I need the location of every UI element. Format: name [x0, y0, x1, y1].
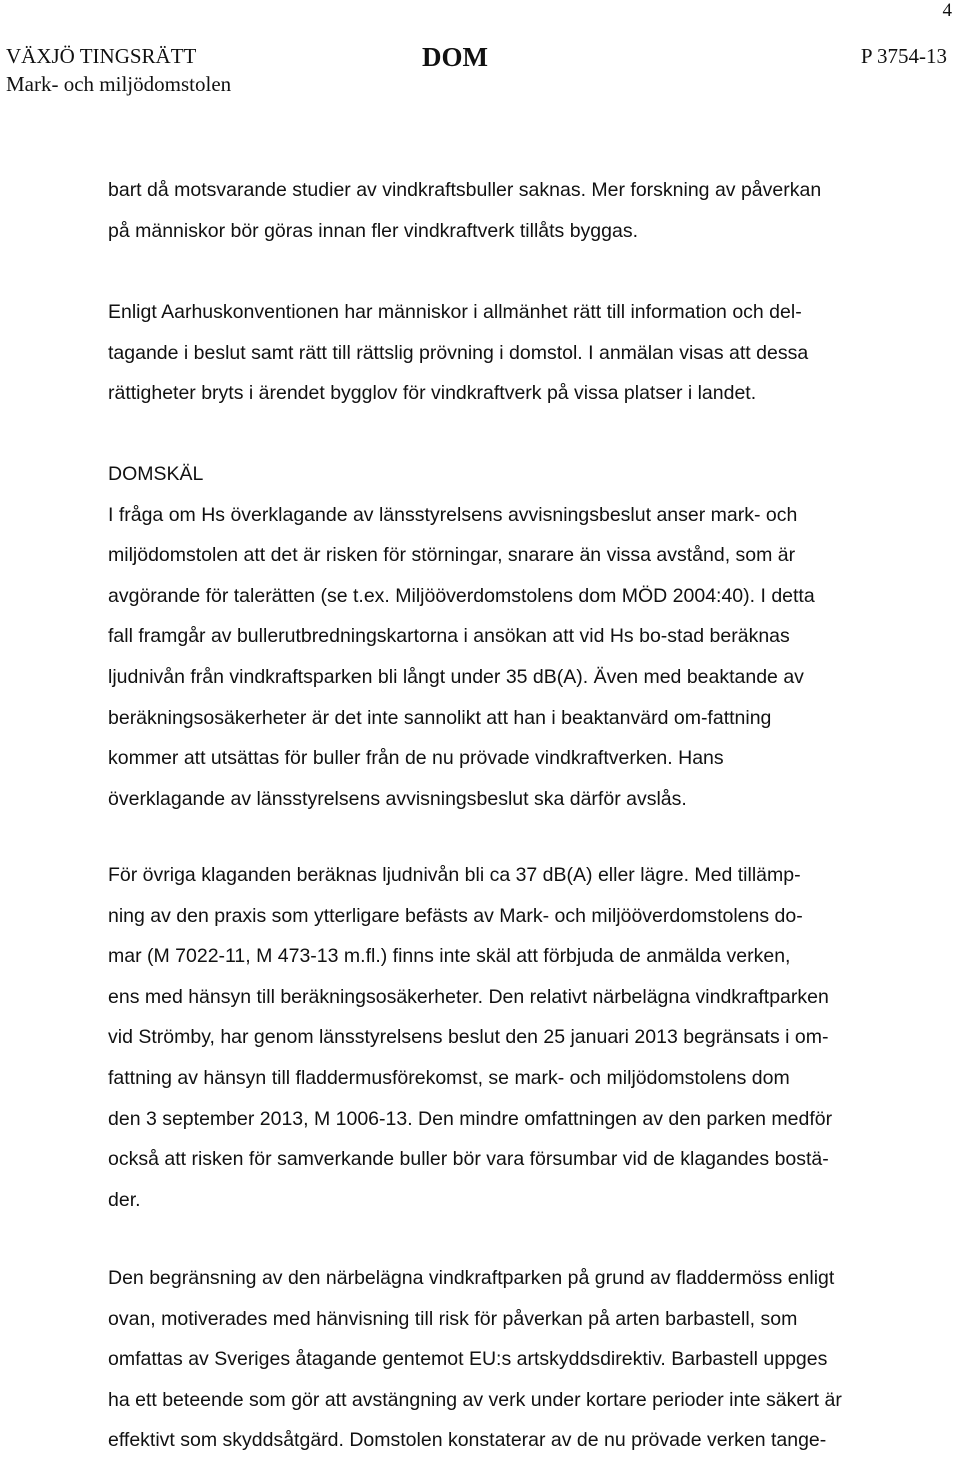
text-line: också att risken för samverkande buller bör vara försumbar vid de klagandes bostä- [108, 1148, 829, 1171]
text-line: den 3 september 2013, M 1006-13. Den mindre omfattningen av den parken medför [108, 1107, 833, 1130]
text-line: ha ett beteende som gör att avstängning av verk under kortare perioder inte säkert är [108, 1388, 842, 1411]
text-line: ovan, motiverades med hänvisning till risk för påverkan på arten barbastell, som [108, 1307, 798, 1330]
court-unit: Mark- och miljödomstolen [6, 72, 232, 96]
domskal-section [108, 454, 898, 819]
document-type: DOM [422, 42, 488, 72]
text-line: rättigheter bryts i ärendet bygglov för vindkraftverk på vissa platser i landet. [108, 382, 757, 405]
text-line: ljudnivån från vindkraftsparken bli långt under 35 dB(A). Även med beaktande av [108, 665, 804, 688]
text-line: vid Strömby, har genom länsstyrelsens beslut den 25 januari 2013 begränsats i om- [108, 1026, 829, 1049]
text-line: ens med hänsyn till beräkningsosäkerheter. Den relativt närbelägna vindkraftparken [108, 985, 829, 1008]
text-line: effektivt som skyddsåtgärd. Domstolen konstaterar av de nu prövade verken tange- [108, 1429, 827, 1452]
text-line: tagande i beslut samt rätt till rättslig prövning i domstol. I anmälan visas att dessa [108, 341, 809, 364]
paragraph-5 [108, 1258, 898, 1461]
text-line: kommer att utsättas för buller från de nu prövade vindkraftverken. Hans [108, 747, 724, 770]
text-line: Enligt Aarhuskonventionen har människor i allmänhet rätt till information och del- [108, 301, 802, 323]
section-heading: DOMSKÄL [108, 463, 204, 485]
text-line: avgörande för talerätten (se t.ex. Miljööverdomstolens dom MÖD 2004:40). I detta [108, 584, 815, 607]
text-line: bart då motsvarande studier av vindkraftsbuller saknas. Mer forskning av påverkan [108, 179, 822, 201]
text-line: I fråga om Hs överklagande av länsstyrelsens avvisningsbeslut anser mark- och [108, 503, 798, 526]
page-number: 4 [942, 0, 952, 21]
text-line: ning av den praxis som ytterligare befästs av Mark- och miljööverdomstolens do- [108, 904, 803, 927]
paragraph-4 [108, 855, 898, 1220]
text-line: mar (M 7022-11, M 473-13 m.fl.) finns inte skäl att förbjuda de anmälda verken, [108, 945, 791, 968]
text-line: omfattas av Sveriges åtagande gentemot EU:s artskyddsdirektiv. Barbastell uppges [108, 1348, 828, 1371]
text-line: överklagande av länsstyrelsens avvisningsbeslut ska därför avslås. [108, 787, 687, 810]
text-line: fattning av hänsyn till fladdermusförekomst, se mark- och miljödomstolens dom [108, 1066, 790, 1089]
text-line: der. [108, 1188, 141, 1211]
text-line: på människor bör göras innan fler vindkraftverk tillåts byggas. [108, 219, 639, 242]
text-line: beräkningsosäkerheter är det inte sannolikt att han i beaktanvärd om-fattning [108, 706, 772, 729]
text-line: fall framgår av bullerutbredningskartorna i ansökan att vid Hs bo-stad beräknas [108, 625, 790, 648]
paragraph-1 [108, 170, 898, 251]
court-name: VÄXJÖ TINGSRÄTT [6, 44, 197, 68]
paragraph-2 [108, 292, 898, 414]
text-line: Den begränsning av den närbelägna vindkraftparken på grund av fladdermöss enligt [108, 1267, 835, 1289]
text-line: För övriga klaganden beräknas ljudnivån bli ca 37 dB(A) eller lägre. Med tillämp- [108, 864, 801, 886]
case-number: P 3754-13 [860, 44, 947, 68]
text-line: miljödomstolen att det är risken för störningar, snarare än vissa avstånd, som är [108, 544, 796, 567]
